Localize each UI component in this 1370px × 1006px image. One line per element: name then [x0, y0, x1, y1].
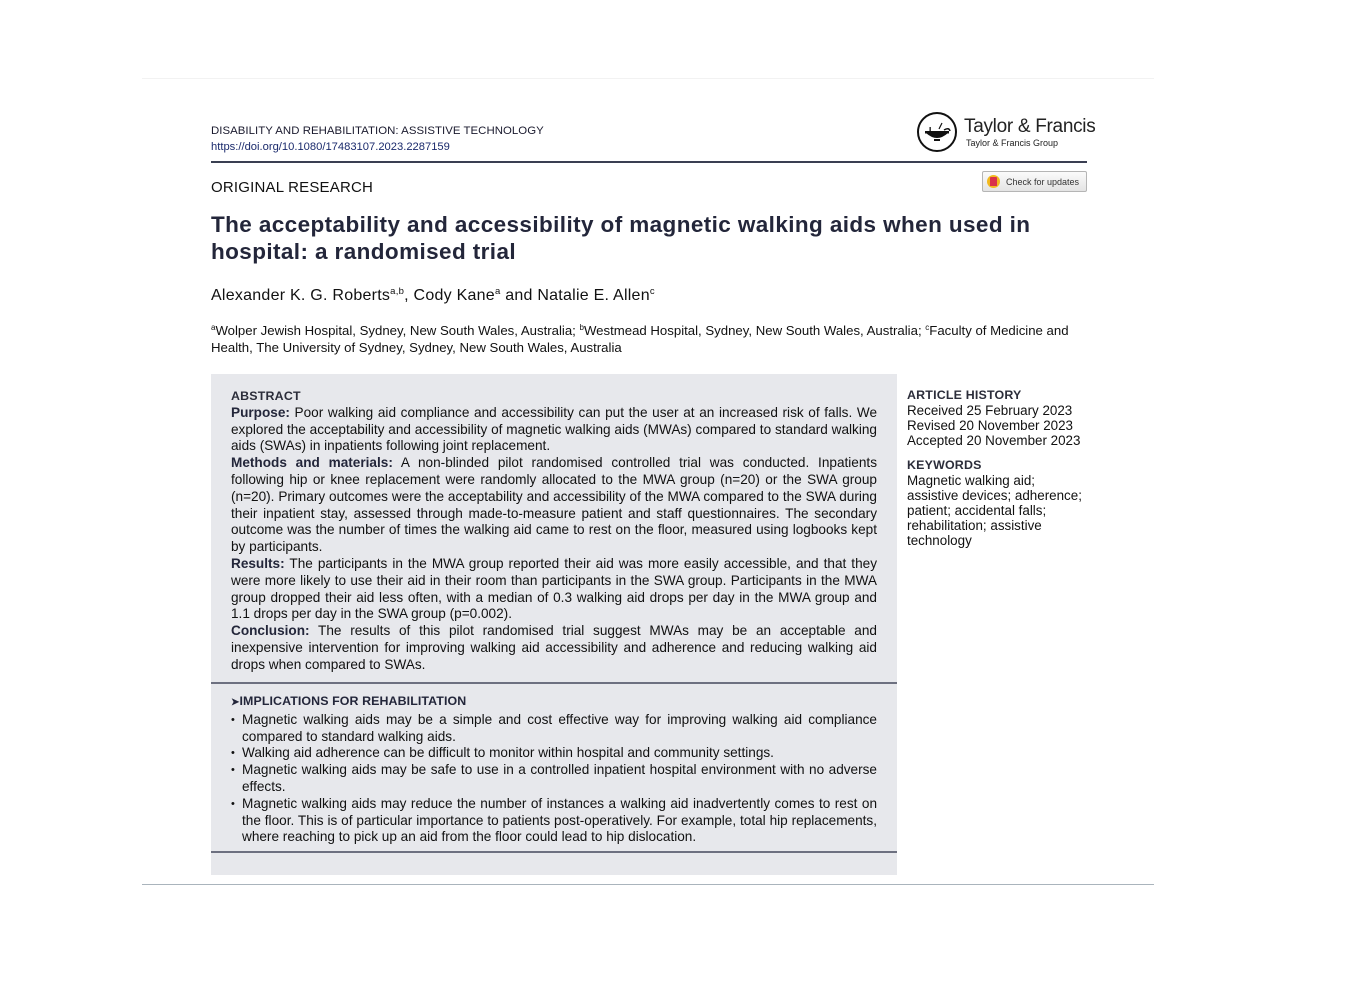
author-separator: ,	[404, 287, 414, 304]
list-item: • Magnetic walking aids may be safe to use in a controlled inpatient hospital environment with no adverse effects.	[231, 762, 877, 796]
abstract-section-label: Methods and materials:	[231, 455, 393, 471]
received-date: Received 25 February 2023	[907, 403, 1073, 418]
author-name[interactable]: Cody Kane	[413, 287, 495, 304]
implications-list	[231, 712, 877, 846]
abstract-heading: ABSTRACT	[231, 389, 301, 403]
list-item: • Magnetic walking aids may reduce the number of instances a walking aid inadvertently comes to rest on the floor. This is of particular importance to patients post-operatively. For example, total hip replacements, where reaching to pick up an aid from the floor could lead to hip dislocation.	[231, 796, 877, 846]
abstract-section-label: Purpose:	[231, 404, 290, 420]
arrow-right-icon: ➤	[231, 697, 240, 708]
publisher-group: Taylor & Francis Group	[966, 138, 1059, 148]
affiliation-key: c	[925, 323, 930, 332]
abstract-section-text: The results of this pilot randomised trial suggest MWAs may be an acceptable and inexpensive intervention for improving walking aid accessibility and adherence and reducing walking aid drops when compared to SWAs.	[231, 623, 877, 672]
revised-date: Revised 20 November 2023	[907, 418, 1073, 433]
abstract-section-text: A non-blinded pilot randomised controlled trial was conducted. Inpatients following hip or knee replacement were randomly allocated to the MWA group (n=20) or the SWA group (n=20). Primary outcomes were the acceptability and accessibility of the MWA compared to the SWA during their inpatient stay, assessed through made-to-measure patient and staff questionnaires. The secondary outcome was the number of times the walking aid came to rest on the floor, measured using logbooks kept by participants.	[231, 455, 877, 555]
page-top-edge	[142, 78, 1154, 79]
abstract-section-text: The participants in the MWA group reported their aid was more easily accessible, and that they were more likely to use their aid in their room than participants in the SWA group. Participants in the MWA group dropped their aid less often, with a median of 0.3 walking aid drops per day in the MWA group and 1.1 drops per day in the SWA group (p=0.002).	[231, 555, 877, 622]
publisher-name: Taylor & Francis	[964, 116, 1096, 137]
publisher-logo[interactable]	[917, 112, 1096, 154]
abstract	[231, 388, 877, 674]
implications-heading-text: IMPLICATIONS FOR REHABILITATION	[239, 694, 467, 708]
author-separator: and	[500, 287, 538, 304]
article-title: The acceptability and accessibility of magnetic walking aids when used in hospital: a randomised trial	[211, 212, 1031, 264]
page-bottom-edge	[142, 884, 1154, 885]
abstract-section-label: Conclusion:	[231, 623, 310, 639]
doi-link[interactable]: https://doi.org/10.1080/17483107.2023.2287159	[211, 141, 450, 153]
abstract-section-label: Results:	[231, 555, 285, 571]
author-affiliation-marker[interactable]: c	[649, 286, 655, 297]
abstract-box	[211, 374, 897, 875]
check-for-updates-button[interactable]	[982, 171, 1087, 192]
article-history-heading: ARTICLE HISTORY	[907, 388, 1022, 402]
affiliation-text: Faculty of Medicine and Health, The University of Sydney, Sydney, New South Wales, Australia	[211, 323, 1069, 355]
crossmark-icon	[987, 175, 1000, 188]
author-name[interactable]: Natalie E. Allen	[537, 287, 650, 304]
implications-heading	[231, 693, 877, 712]
affiliation-key: a	[211, 323, 216, 332]
author-name[interactable]: Alexander K. G. Roberts	[211, 287, 391, 304]
abstract-results	[231, 556, 877, 623]
abstract-divider	[211, 682, 897, 684]
author-affiliation-marker[interactable]: a	[494, 286, 501, 297]
article-type: ORIGINAL RESEARCH	[211, 179, 374, 196]
journal-name: DISABILITY AND REHABILITATION: ASSISTIVE TECHNOLOGY	[211, 125, 544, 137]
abstract-purpose	[231, 405, 877, 455]
check-for-updates-label: Check for updates	[1006, 176, 1080, 187]
abstract-section-text: Poor walking aid compliance and accessibility can put the user at an increased risk of falls. We explored the acceptability and accessibility of magnetic walking aids (MWAs) compared to standard walking aids (SWAs) in inpatients following joint replacement.	[231, 404, 877, 454]
list-item: • Magnetic walking aids may be a simple and cost effective way for improving walking aid compliance compared to standard walking aids.	[231, 712, 877, 746]
header-divider	[211, 161, 1087, 163]
keywords-heading: KEYWORDS	[907, 458, 982, 472]
keywords-list: Magnetic walking aid; assistive devices; adherence; patient; accidental falls; rehabilitation; assistive technology	[907, 473, 1082, 548]
list-item: • Walking aid adherence can be difficult to monitor within hospital and community settings.	[231, 745, 877, 762]
implications-for-rehabilitation	[231, 693, 877, 846]
affiliation-text: Wolper Jewish Hospital, Sydney, New South Wales, Australia;	[215, 323, 580, 338]
abstract-methods	[231, 455, 877, 556]
affiliation-key: b	[579, 323, 584, 332]
implications-divider	[211, 851, 897, 853]
abstract-conclusion	[231, 623, 877, 673]
affiliation-text: Westmead Hospital, Sydney, New South Wales, Australia;	[583, 323, 926, 338]
article-sidebar	[907, 388, 1087, 548]
author-list	[211, 286, 655, 305]
accepted-date: Accepted 20 November 2023	[907, 433, 1081, 448]
affiliation-list	[211, 319, 1087, 356]
oil-lamp-icon	[917, 112, 957, 152]
author-affiliation-marker[interactable]: a,b	[390, 286, 405, 297]
